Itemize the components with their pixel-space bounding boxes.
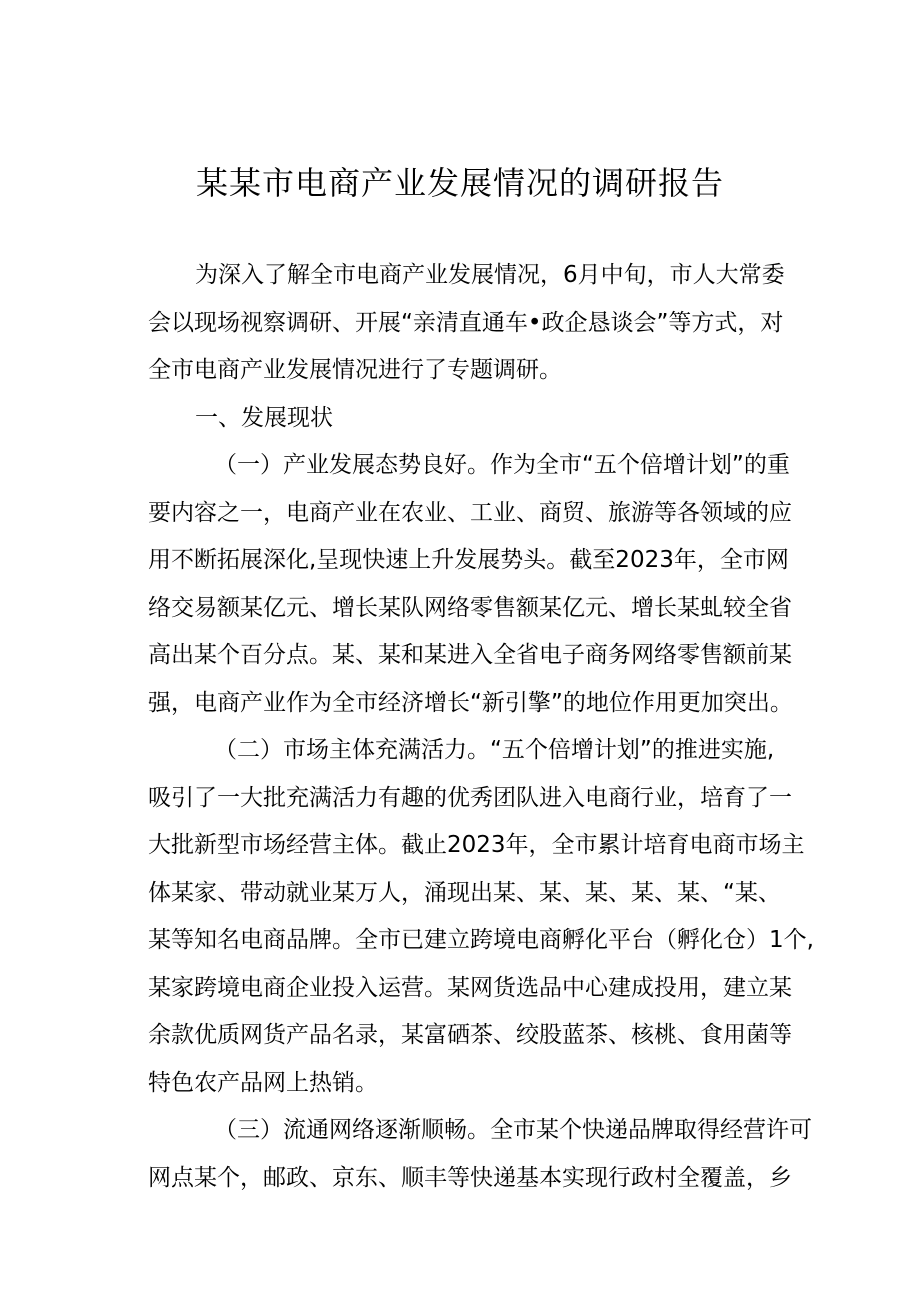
- subsection2-line-5: 某等知名电商品牌。全市已建立跨境电商孵化平台（孵化仓）1个,: [148, 927, 814, 953]
- intro-line-1: 为深入了解全市电商产业发展情况，6月中旬，市人大常委: [195, 262, 785, 288]
- document-title: 某某市电商产业发展情况的调研报告: [195, 164, 724, 202]
- subsection3-line-2: 网点某个，邮政、京东、顺丰等快递基本实现行政村全覆盖，乡: [148, 1164, 792, 1191]
- intro-line-3: 全市电商产业发展情况进行了专题调研。: [148, 357, 562, 383]
- section-heading: 一、发展现状: [195, 404, 333, 431]
- subsection3-line-1: （三）流通网络逐渐顺畅。全市某个快递品牌取得经营许可: [214, 1117, 812, 1143]
- subsection2-line-2: 吸引了一大批充满活力有趣的优秀团队进入电商行业，培育了一: [148, 784, 792, 811]
- subsection1-line-3: 用不断拓展深化,呈现快速上升发展势头。截至2023年，全市网: [148, 547, 789, 573]
- intro-line-2: 会以现场视察调研、开展“亲清直通车•政企恳谈会”等方式，对: [148, 309, 784, 336]
- subsection2-line-6: 某家跨境电商企业投入运营。某网货选品中心建成投用，建立某: [148, 974, 792, 1001]
- subsection1-line-2: 要内容之一，电商产业在农业、工业、商贸、旅游等各领域的应: [148, 499, 792, 526]
- subsection2-line-7: 余款优质网货产品名录，某富硒茶、绞股蓝茶、核桃、食用菌等: [148, 1022, 792, 1048]
- subsection1-line-1: （一）产业发展态势良好。作为全市“五个倍增计划”的重: [214, 452, 790, 478]
- subsection2-line-1: （二）市场主体充满活力。“五个倍增计划”的推进实施,: [214, 737, 775, 763]
- document-body: [148, 252, 814, 1202]
- subsection1-line-5: 高出某个百分点。某、某和某进入全省电子商务网络零售额前某: [148, 642, 792, 668]
- subsection1-line-4: 络交易额某亿元、增长某队网络零售额某亿元、增长某虬较全省: [148, 594, 792, 621]
- subsection2-line-8: 特色农产品网上热销。: [148, 1069, 378, 1096]
- subsection1-line-6: 强，电商产业作为全市经济增长“新引擎”的地位作用更加突出。: [148, 689, 793, 716]
- subsection2-line-4: 体某家、带动就业某万人，涌现出某、某、某、某、某、“某、: [148, 879, 781, 906]
- subsection2-line-3: 大批新型市场经营主体。截止2023年，全市累计培育电商市场主: [148, 832, 805, 858]
